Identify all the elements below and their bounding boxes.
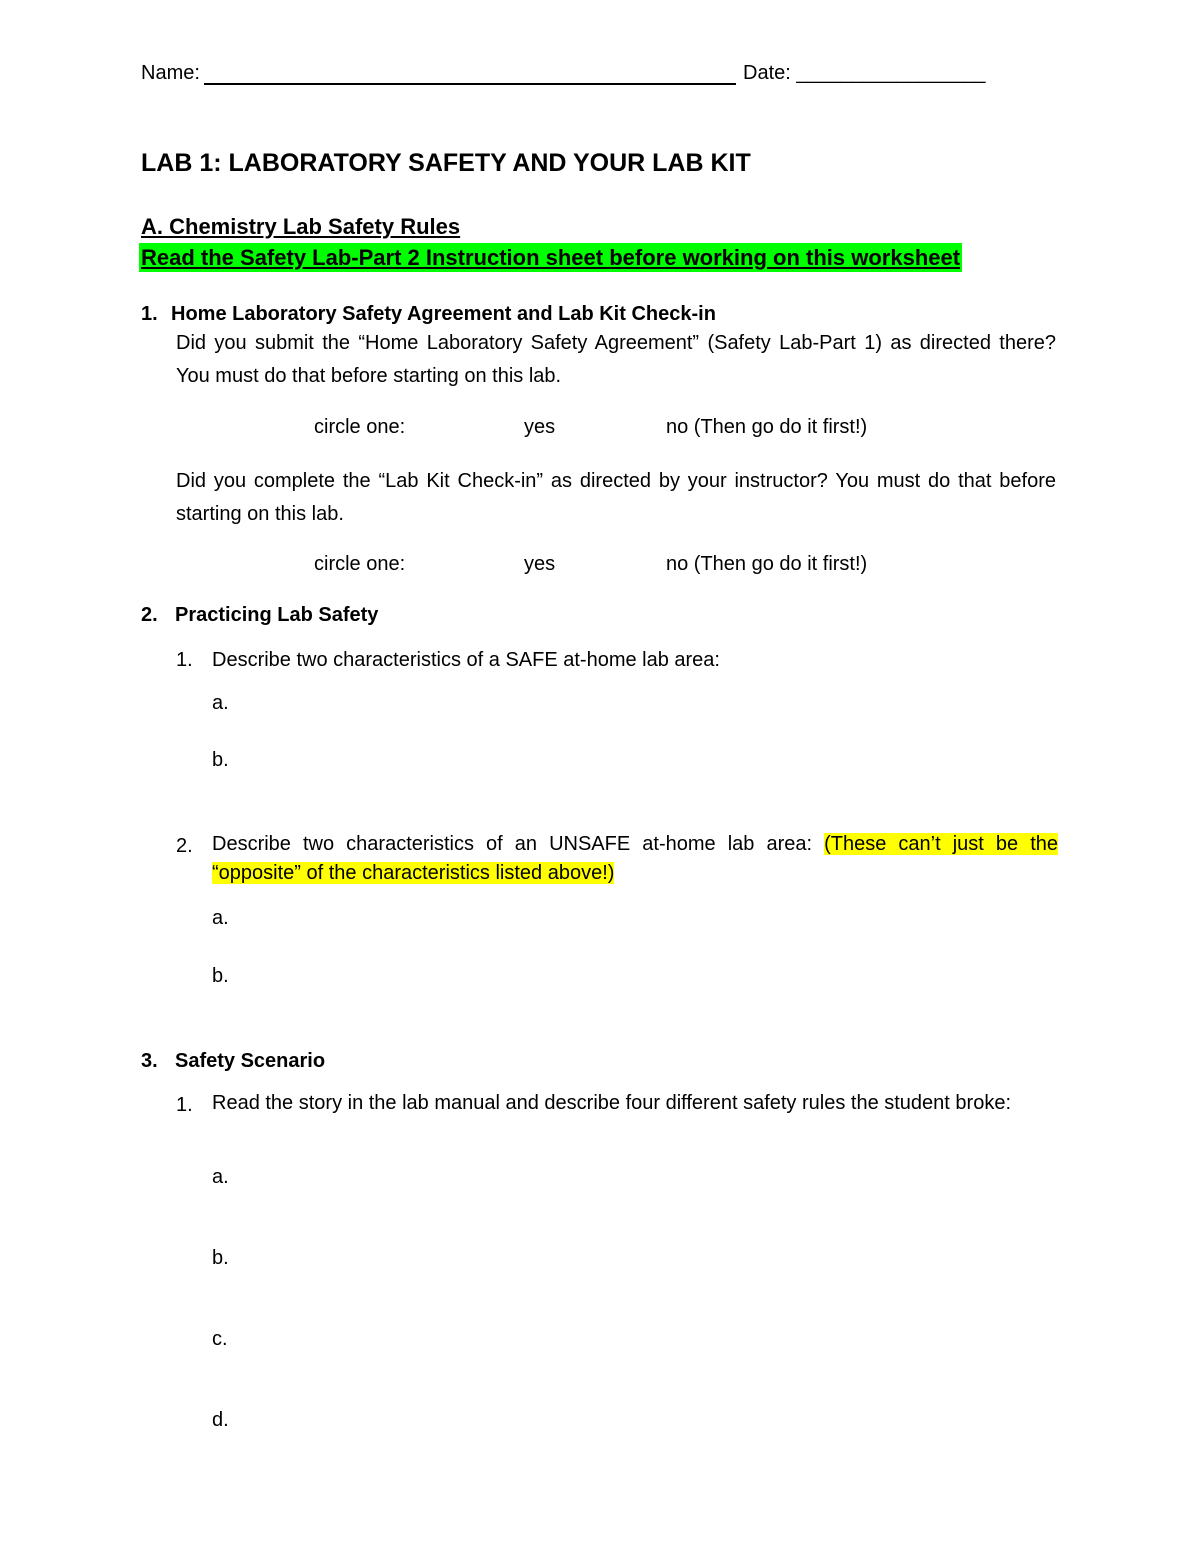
date-label: Date: bbox=[743, 62, 791, 84]
q3-item1-b-label: b. bbox=[212, 1247, 229, 1269]
q2-item2-text bbox=[212, 830, 1058, 888]
q1-paragraph-1: Did you submit the “Home Laboratory Safety Agreement” (Safety Lab-Part 1) as directed there? You must do that before starting on this lab. bbox=[176, 332, 1056, 387]
instruction-banner bbox=[139, 245, 962, 271]
q1-circle-label-1: circle one: bbox=[314, 416, 406, 438]
date-field[interactable] bbox=[743, 61, 985, 85]
q2-item2-prompt: Describe two characteristics of an UNSAFE at-home lab area: bbox=[212, 833, 825, 855]
q3-item1-number: 1. bbox=[176, 1094, 193, 1116]
section-a-heading: A. Chemistry Lab Safety Rules bbox=[141, 214, 461, 239]
q3-number: 3. bbox=[141, 1050, 158, 1072]
q2-item2-b-label: b. bbox=[212, 965, 229, 987]
q3-heading: Safety Scenario bbox=[175, 1050, 326, 1072]
q1-circle-label-2: circle one: bbox=[314, 553, 406, 575]
name-field[interactable] bbox=[141, 61, 736, 85]
q1-circle-yes-2[interactable]: yes bbox=[524, 553, 556, 575]
q2-heading: Practicing Lab Safety bbox=[175, 604, 379, 626]
q1-heading: Home Laboratory Safety Agreement and Lab Kit Check-in bbox=[171, 303, 716, 325]
lab-title: LAB 1: LABORATORY SAFETY AND YOUR LAB KIT bbox=[141, 149, 751, 177]
q2-item2-a-label: a. bbox=[212, 907, 229, 929]
q1-circle-no-1[interactable]: no (Then go do it first!) bbox=[666, 416, 868, 438]
q3-item1-text: Read the story in the lab manual and describe four different safety rules the student broke: bbox=[212, 1092, 1011, 1114]
q1-paragraph-2: Did you complete the “Lab Kit Check-in” as directed by your instructor? You must do that before starting on this lab. bbox=[176, 470, 1056, 525]
q3-item1-a-label: a. bbox=[212, 1166, 229, 1188]
q2-number: 2. bbox=[141, 604, 158, 626]
q2-item2-highlight: (These can’t just be the “opposite” of the characteristics listed above!) bbox=[212, 833, 1058, 884]
q2-item1-number: 1. bbox=[176, 649, 193, 671]
name-blank-line[interactable] bbox=[204, 63, 736, 85]
date-blank-line[interactable]: _________________ bbox=[796, 62, 986, 84]
q1-circle-no-2[interactable]: no (Then go do it first!) bbox=[666, 553, 868, 575]
name-label: Name: bbox=[141, 62, 200, 84]
q1-number: 1. bbox=[141, 303, 158, 325]
instruction-text: Read the Safety Lab-Part 2 Instruction sheet before working on this worksheet bbox=[141, 245, 961, 270]
q2-item1-a-label: a. bbox=[212, 692, 229, 714]
q2-item1-b-label: b. bbox=[212, 749, 229, 771]
q2-item2-number: 2. bbox=[176, 835, 193, 857]
q3-item1-c-label: c. bbox=[212, 1328, 228, 1350]
q1-circle-yes-1[interactable]: yes bbox=[524, 416, 556, 438]
q2-item1-text: Describe two characteristics of a SAFE at-home lab area: bbox=[212, 649, 720, 671]
q3-item1-d-label: d. bbox=[212, 1409, 229, 1431]
